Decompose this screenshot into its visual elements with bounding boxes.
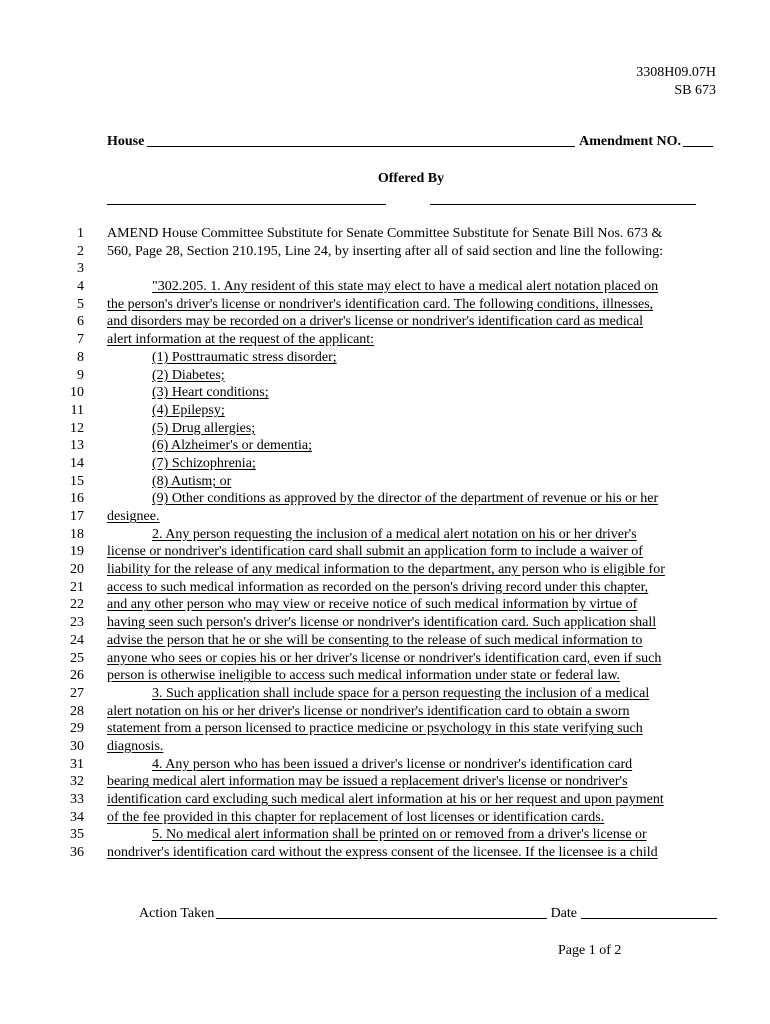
page-number: Page 1 of 2 bbox=[558, 943, 622, 958]
text-line bbox=[0, 596, 770, 614]
line-number: 33 bbox=[70, 792, 84, 807]
house-label: House bbox=[107, 134, 145, 149]
text-line bbox=[0, 756, 770, 774]
line-number: 27 bbox=[70, 685, 84, 701]
line-number: 14 bbox=[70, 455, 84, 471]
line-text: and disorders may be recorded on a driver's license or nondriver's identification card as medical bbox=[107, 314, 644, 330]
text-line bbox=[0, 791, 770, 809]
line-text: liability for the release of any medical information to the department, any person who is eligible for bbox=[107, 562, 665, 578]
line-text: (4) Epilepsy; bbox=[152, 402, 225, 418]
text-line bbox=[0, 579, 770, 597]
line-text: (7) Schizophrenia; bbox=[152, 455, 256, 471]
line-number: 12 bbox=[70, 420, 84, 436]
text-line bbox=[0, 420, 770, 438]
line-number: 24 bbox=[70, 632, 84, 648]
text-line bbox=[0, 384, 770, 402]
line-number: 32 bbox=[70, 774, 84, 790]
text-line bbox=[0, 809, 770, 827]
line-number: 23 bbox=[70, 615, 84, 631]
text-line bbox=[0, 667, 770, 685]
line-text: advise the person that he or she will be consenting to the release of such medical information to bbox=[107, 632, 643, 648]
line-text: (6) Alzheimer's or dementia; bbox=[152, 438, 312, 454]
action-taken-row bbox=[139, 906, 717, 922]
text-line bbox=[0, 561, 770, 579]
line-number: 22 bbox=[70, 597, 84, 613]
line-number: 2 bbox=[77, 243, 84, 259]
line-text: diagnosis. bbox=[107, 738, 164, 754]
text-line bbox=[0, 437, 770, 455]
text-line bbox=[0, 278, 770, 296]
text-line bbox=[0, 349, 770, 367]
text-line bbox=[0, 632, 770, 650]
line-text: (3) Heart conditions; bbox=[152, 385, 269, 401]
text-line bbox=[0, 703, 770, 721]
line-text: (8) Autism; or bbox=[152, 473, 232, 489]
line-text: license or nondriver's identification card shall submit an application form to include a waiver of bbox=[107, 544, 643, 560]
line-number: 10 bbox=[70, 385, 84, 401]
line-number: 29 bbox=[70, 721, 84, 737]
sponsor-signature-line-left bbox=[107, 204, 386, 205]
amendment-text-body bbox=[0, 225, 770, 862]
text-line bbox=[0, 473, 770, 491]
action-taken-blank bbox=[216, 917, 546, 919]
line-number: 11 bbox=[70, 402, 84, 418]
line-text: 560, Page 28, Section 210.195, Line 24, by inserting after all of said section and line the following: bbox=[107, 243, 664, 259]
text-line bbox=[0, 225, 770, 243]
line-number: 28 bbox=[70, 703, 84, 719]
line-text: designee. bbox=[107, 509, 160, 524]
text-line bbox=[0, 720, 770, 738]
line-number: 13 bbox=[70, 438, 84, 454]
line-text: "302.205. 1. Any resident of this state may elect to have a medical alert notation placed on bbox=[152, 279, 659, 295]
text-line bbox=[0, 650, 770, 668]
text-line bbox=[0, 614, 770, 632]
line-text: (2) Diabetes; bbox=[152, 367, 225, 383]
line-text: 3. Such application shall include space for a person requesting the inclusion of a medical bbox=[152, 685, 650, 701]
text-line bbox=[0, 844, 770, 862]
line-number: 18 bbox=[70, 526, 84, 542]
line-text: (9) Other conditions as approved by the director of the department of revenue or his or her bbox=[152, 491, 659, 507]
line-text: 2. Any person requesting the inclusion of a medical alert notation on his or her driver's bbox=[152, 526, 637, 542]
doc-number: 3308H09.07H bbox=[636, 65, 716, 80]
text-line bbox=[0, 490, 770, 508]
text-line bbox=[0, 738, 770, 756]
line-number: 17 bbox=[70, 509, 84, 524]
text-line bbox=[0, 543, 770, 561]
text-line bbox=[0, 367, 770, 385]
line-number: 1 bbox=[77, 226, 84, 241]
amendment-number-label: Amendment NO. bbox=[579, 134, 681, 149]
action-taken-label: Action Taken bbox=[139, 906, 215, 921]
text-line bbox=[0, 826, 770, 844]
line-number: 31 bbox=[70, 756, 84, 772]
line-text: alert information at the request of the applicant: bbox=[107, 332, 375, 348]
line-text: alert notation on his or her driver's license or nondriver's identification card to obtain a sworn bbox=[107, 703, 630, 719]
line-text: identification card excluding such medical alert information at his or her request and upon payment bbox=[107, 792, 664, 807]
line-number: 8 bbox=[77, 349, 84, 365]
sponsor-signature-line-right bbox=[430, 204, 696, 205]
line-text: statement from a person licensed to practice medicine or psychology in this state verifying such bbox=[107, 721, 643, 737]
offered-by-label: Offered By bbox=[377, 171, 445, 186]
line-number: 7 bbox=[77, 332, 84, 348]
line-text: bearing medical alert information may be issued a replacement driver's license or nondriver's bbox=[107, 774, 628, 790]
line-number: 19 bbox=[70, 544, 84, 560]
line-number: 36 bbox=[70, 845, 84, 861]
line-text: having seen such person's driver's license or nondriver's identification card. Such application shall bbox=[107, 615, 657, 631]
line-number: 21 bbox=[70, 579, 84, 595]
line-text: 4. Any person who has been issued a driver's license or nondriver's identification card bbox=[152, 756, 633, 772]
house-amendment-row bbox=[107, 134, 713, 150]
amendment-number-blank bbox=[683, 145, 713, 147]
text-line bbox=[0, 526, 770, 544]
line-number: 20 bbox=[70, 562, 84, 578]
text-line bbox=[0, 243, 770, 261]
line-text: the person's driver's license or nondriver's identification card. The following conditions, illnesses, bbox=[107, 296, 654, 312]
line-text: nondriver's identification card without the express consent of the licensee. If the licensee is a child bbox=[107, 845, 658, 861]
line-text: 5. No medical alert information shall be printed on or removed from a driver's license or bbox=[152, 827, 647, 843]
text-line bbox=[0, 296, 770, 314]
line-number: 35 bbox=[70, 827, 84, 843]
line-number: 15 bbox=[70, 473, 84, 489]
line-text: (1) Posttraumatic stress disorder; bbox=[152, 349, 337, 365]
line-number: 26 bbox=[70, 668, 84, 684]
line-text: access to such medical information as recorded on the person's driving record under this chapter, bbox=[107, 579, 649, 595]
line-text: of the fee provided in this chapter for replacement of lost licenses or identification cards. bbox=[107, 809, 605, 825]
line-number: 34 bbox=[70, 809, 84, 825]
text-line bbox=[0, 685, 770, 703]
text-line bbox=[0, 402, 770, 420]
line-number: 6 bbox=[77, 314, 84, 330]
text-line bbox=[0, 455, 770, 473]
line-number: 25 bbox=[70, 650, 84, 666]
line-number: 16 bbox=[70, 491, 84, 507]
document-identifier bbox=[636, 64, 716, 100]
line-number: 5 bbox=[77, 296, 84, 312]
line-text: AMEND House Committee Substitute for Senate Committee Substitute for Senate Bill Nos. 673 & bbox=[107, 226, 663, 241]
house-blank-line bbox=[147, 145, 575, 147]
text-line bbox=[0, 773, 770, 791]
line-text: anyone who sees or copies his or her driver's license or nondriver's identification card, even if such bbox=[107, 650, 662, 666]
text-line bbox=[0, 508, 770, 526]
date-blank bbox=[581, 917, 717, 919]
date-label: Date bbox=[550, 906, 577, 921]
line-text: (5) Drug allergies; bbox=[152, 420, 256, 436]
line-number: 30 bbox=[70, 738, 84, 754]
line-number: 9 bbox=[77, 367, 84, 383]
text-line bbox=[0, 331, 770, 349]
line-text: and any other person who may view or receive notice of such medical information by virtue of bbox=[107, 597, 638, 613]
line-number: 4 bbox=[77, 279, 84, 295]
line-text: person is otherwise ineligible to access such medical information under state or federal law. bbox=[107, 668, 621, 684]
line-number: 3 bbox=[77, 261, 84, 277]
text-line bbox=[0, 313, 770, 331]
text-line bbox=[0, 260, 770, 278]
bill-number: SB 673 bbox=[674, 83, 716, 98]
